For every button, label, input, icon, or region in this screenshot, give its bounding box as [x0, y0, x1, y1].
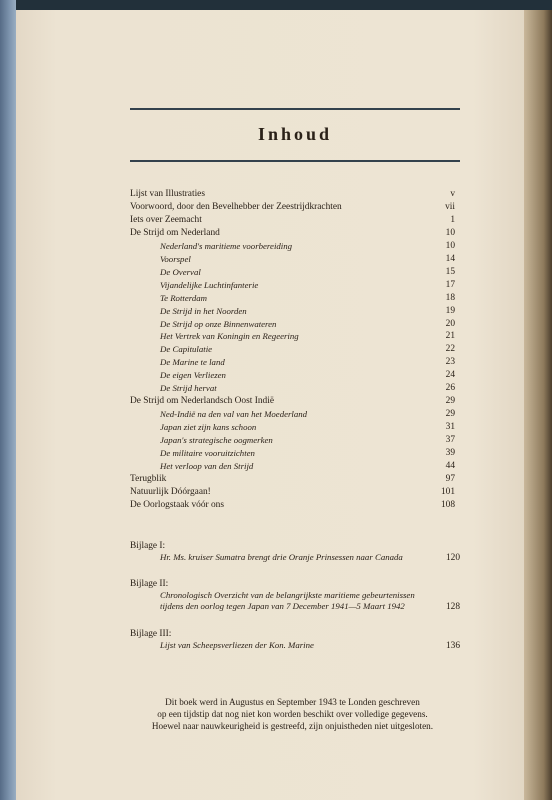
toc-entry — [130, 213, 455, 227]
toc-entry-page: 18 — [445, 292, 455, 303]
appendix-page: 120 — [445, 553, 460, 563]
appendix-label: Bijlage II: — [130, 579, 169, 589]
toc-entry — [130, 381, 455, 395]
toc-entry-title: Het verloop van den Strijd — [160, 460, 254, 471]
toc-entry-title: Nederland's maritieme voorbereiding — [160, 240, 293, 251]
appendix-label: Bijlage III: — [130, 629, 172, 639]
toc-entry — [130, 446, 455, 460]
book-cover-edge — [0, 0, 16, 800]
toc-entry — [130, 485, 455, 499]
appendix-page: 136 — [445, 641, 460, 651]
toc-entry-page: 1 — [450, 214, 455, 225]
toc-entry-title: De Overval — [160, 266, 201, 277]
toc-entry-page: 44 — [445, 460, 455, 471]
toc-entry — [130, 394, 455, 408]
toc-entry-page: 10 — [445, 227, 455, 238]
toc-entry-title: De Capitulatie — [160, 344, 213, 355]
appendix-description: Hr. Ms. kruiser Sumatra brengt drie Oranje Prinsessen naar Canada — [160, 552, 403, 562]
toc-entry — [130, 239, 455, 253]
toc-entry-title: Ned-Indië na den val van het Moederland — [160, 409, 308, 420]
appendix-entry — [130, 578, 460, 618]
toc-entry — [130, 472, 455, 486]
toc-entry-page: 19 — [445, 305, 455, 316]
toc-entry-title: De Strijd om Nederlandsch Oost Indië — [130, 396, 274, 407]
toc-entry-title: Japan's strategische oogmerken — [160, 435, 273, 446]
toc-entry — [130, 420, 455, 434]
toc-entry — [130, 355, 455, 369]
toc-entry-title: Lijst van Illustraties — [130, 189, 205, 199]
toc-entry — [130, 459, 455, 473]
toc-entry-title: De militaire vooruitzichten — [160, 448, 255, 458]
toc-entry — [130, 304, 455, 318]
toc-entry-title: Japan ziet zijn kans schoon — [160, 422, 257, 433]
toc-entry-title: Het Vertrek van Koningin en Regeering — [160, 331, 299, 342]
toc-entry — [130, 498, 455, 512]
footer-note — [120, 696, 465, 732]
toc-entry-page: v — [450, 189, 455, 199]
appendix-description: tijdens den oorlog tegen Japan van 7 December 1941—5 Maart 1942 — [160, 601, 405, 611]
appendix-page: 128 — [445, 602, 460, 612]
toc-entry — [130, 329, 455, 343]
toc-entry-page: 39 — [445, 448, 455, 458]
toc-entry-title: De Strijd hervat — [160, 383, 217, 394]
toc-entry — [130, 433, 455, 447]
toc-entry-title: De Oorlogstaak vóór ons — [130, 499, 224, 510]
footer-line: Dit boek werd in Augustus en September 1943 te Londen geschreven — [165, 697, 420, 707]
toc-entry-page: 15 — [445, 266, 455, 277]
toc-entry-title: Iets over Zeemacht — [130, 214, 202, 225]
toc-entry-page: 108 — [440, 499, 455, 510]
toc-entry-page: 29 — [445, 396, 455, 407]
toc-entry-page: 14 — [445, 253, 455, 264]
toc-entry — [130, 278, 455, 292]
appendix-description: Lijst van Scheepsverliezen der Kon. Marine — [160, 640, 314, 650]
toc-entry — [130, 252, 455, 266]
toc-entry-page: vii — [445, 201, 455, 212]
appendix-entry — [130, 540, 460, 580]
toc-entry-title: Voorspel — [160, 253, 191, 264]
toc-entry-page: 23 — [445, 357, 455, 368]
toc-entry-title: Te Rotterdam — [160, 292, 207, 303]
toc-entry-page: 24 — [445, 370, 455, 381]
toc-entry-page: 21 — [445, 331, 455, 342]
toc-entry — [130, 226, 455, 240]
toc-entry — [130, 265, 455, 279]
toc-entry-title: Voorwoord, door den Bevelhebber der Zeestrijdkrachten — [130, 201, 342, 212]
toc-entry-title: De Marine te land — [160, 357, 225, 368]
toc-entry — [130, 407, 455, 421]
top-rule — [130, 108, 460, 110]
toc-entry-page: 26 — [445, 383, 455, 394]
toc-entry — [130, 187, 455, 201]
title-rule — [130, 160, 460, 162]
footer-line: Hoewel naar nauwkeurigheid is gestreefd, zijn onjuistheden niet uitgesloten. — [151, 721, 434, 731]
toc-entry-title: Terugblik — [130, 473, 167, 484]
toc-entry-title: De Strijd op onze Binnenwateren — [160, 318, 277, 329]
toc-entry — [130, 342, 455, 356]
toc-entry-page: 37 — [445, 435, 455, 446]
toc-entry — [130, 368, 455, 382]
appendix-description: Chronologisch Overzicht van de belangrijkste maritieme gebeurtenissen — [160, 590, 415, 600]
toc-entry — [130, 291, 455, 305]
toc-entry-title: Natuurlijk Dóórgaan! — [130, 486, 211, 497]
toc-entry — [130, 200, 455, 214]
appendix-entry — [130, 628, 460, 668]
footer-line: op een tijdstip dat nog niet kon worden beschikt over volledige gegevens. — [157, 709, 428, 719]
toc-entry-page: 97 — [445, 473, 455, 484]
toc-entry-title: De Strijd om Nederland — [130, 227, 220, 238]
appendix-label: Bijlage I: — [130, 541, 166, 551]
toc-entry-page: 31 — [445, 422, 455, 433]
toc-entry-page: 17 — [445, 279, 455, 290]
toc-entry-page: 22 — [445, 344, 455, 355]
toc-entry-title: Vijandelijke Luchtinfanterie — [160, 279, 259, 290]
toc-entry-page: 10 — [445, 240, 455, 251]
toc-entry-title: De eigen Verliezen — [160, 370, 226, 381]
toc-entry-page: 29 — [445, 409, 455, 420]
toc-entry — [130, 317, 455, 331]
toc-entry-page: 20 — [445, 318, 455, 329]
page-gutter-shadow — [524, 10, 552, 800]
page-title: Inhoud — [257, 124, 333, 144]
toc-entry-page: 101 — [440, 486, 455, 497]
toc-entry-title: De Strijd in het Noorden — [160, 305, 247, 316]
